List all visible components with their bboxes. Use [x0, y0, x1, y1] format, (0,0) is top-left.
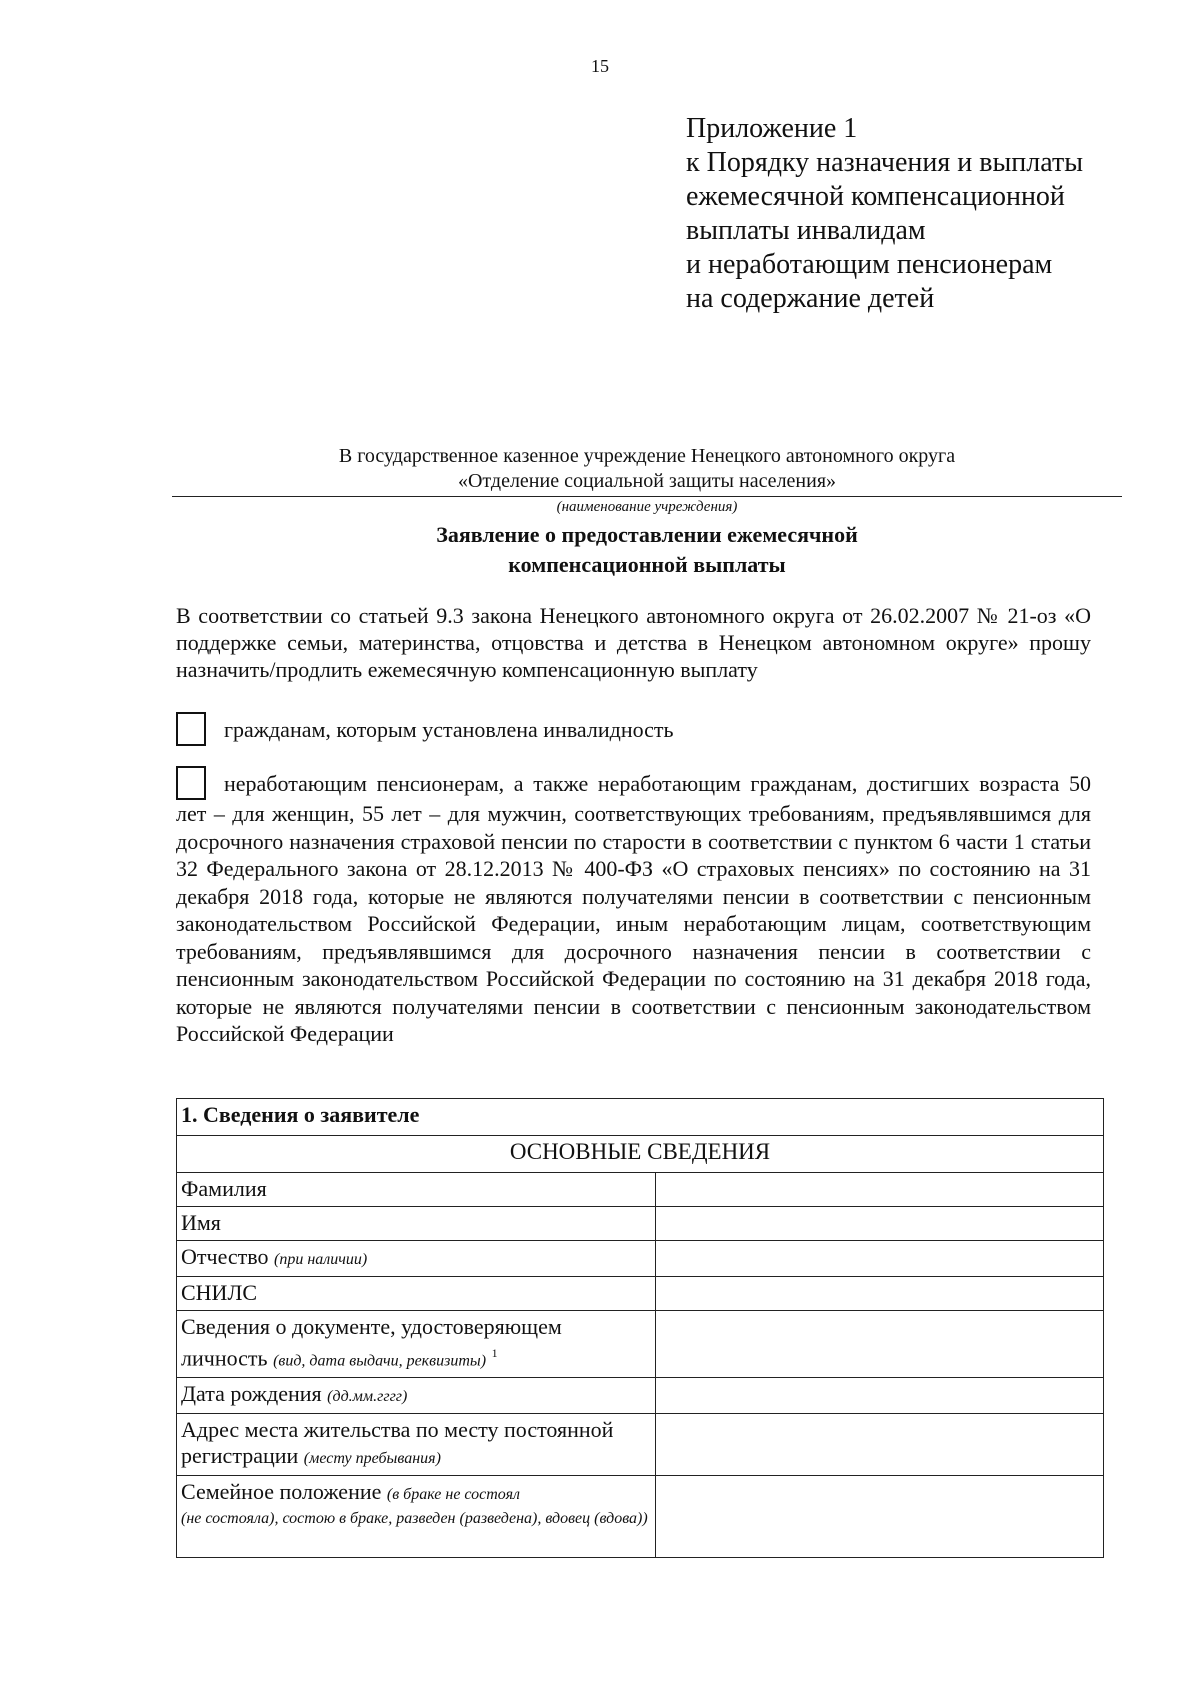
field-input-patronymic[interactable] [655, 1241, 1103, 1277]
addressee-underline [172, 496, 1122, 497]
checkbox-disability[interactable] [176, 712, 206, 746]
field-label-text: Имя [181, 1210, 221, 1235]
footnote-marker: 1 [491, 1346, 498, 1360]
field-hint: (при наличии) [274, 1251, 368, 1268]
field-hint: (не состояла), состою в браке, разведен (разведена), вдовец (вдова)) [181, 1510, 648, 1528]
intro-paragraph: В соответствии со статьей 9.3 закона Ненецкого автономного округа от 26.02.2007 № 21-оз «О поддержке семьи, материнства, отцовства и детства в Ненецком автономном округе» прошу назначить/продлить ежемесячную компенсационную выплату [176, 603, 1091, 682]
table-row [177, 1277, 1104, 1311]
appendix-line: на содержание детей [686, 283, 935, 314]
field-label-text: Семейное положение [181, 1479, 382, 1505]
applicant-form-table [176, 1098, 1104, 1558]
field-label-text: Дата рождения [181, 1381, 322, 1407]
field-input-name[interactable] [655, 1207, 1103, 1241]
field-input-address[interactable] [655, 1414, 1103, 1476]
field-hint: (дд.мм.гггг) [327, 1388, 408, 1406]
field-label-text: Отчество [181, 1244, 269, 1269]
document-title-line-2: компенсационной выплаты [508, 552, 786, 577]
field-label-patronymic [177, 1241, 656, 1277]
field-label-text: Адрес места жительства по месту постоянной регистрации [181, 1417, 614, 1469]
field-input-snils[interactable] [655, 1277, 1103, 1311]
field-label-text: СНИЛС [181, 1280, 258, 1305]
option-disability [176, 712, 1091, 746]
section-row [177, 1099, 1104, 1136]
addressee [172, 444, 1122, 494]
field-input-surname[interactable] [655, 1173, 1103, 1207]
field-input-birth-date[interactable] [655, 1378, 1103, 1414]
table-row [177, 1311, 1104, 1378]
option-pensioners-text: неработающим пенсионерам, а также неработающим гражданам, достигших возраста 50 лет – для женщин, 55 лет – для мужчин, соответствующих требованиям, предъявлявшимся для досрочного назначения страховой пенсии по старости в соответствии с пунктом 6 части 1 статьи 32 Федерального закона от 28.12.2013 № 400-ФЗ «О страховых пенсиях» по состоянию на 31 декабря 2018 года, которые не являются получателями пенсии в соответствии с пенсионным законодательством Российской Федерации, иным неработающим лицам, соответствующим требованиям, предъявлявшимся для досрочного назначения пенсии в соответствии с пенсионным законодательством Российской Федерации по состоянию на 31 декабря 2018 года, которые не являются получателями пенсии в соответствии с пенсионным законодательством Российской Федерации [176, 771, 1091, 1046]
table-row [177, 1476, 1104, 1558]
table-row [177, 1173, 1104, 1207]
field-label-surname [177, 1173, 656, 1207]
appendix-line: и неработающим пенсионерам [686, 249, 1053, 280]
field-label-text: Фамилия [181, 1176, 267, 1201]
appendix-line: к Порядку назначения и выплаты [686, 147, 1084, 178]
document-title-line-1: Заявление о предоставлении ежемесячной [436, 522, 858, 547]
field-input-marital-status[interactable] [655, 1476, 1103, 1558]
addressee-caption: (наименование учреждения) [556, 499, 738, 515]
table-row [177, 1414, 1104, 1476]
appendix-heading [686, 112, 1156, 316]
option-disability-text: гражданам, которым установлена инвалидность [224, 717, 674, 742]
addressee-line-2: «Отделение социальной защиты населения» [457, 470, 837, 492]
option-pensioners [176, 766, 1091, 1048]
field-label-text: Сведения о документе, удостоверяющем личность [181, 1314, 562, 1371]
field-label-name [177, 1207, 656, 1241]
appendix-line: Приложение 1 [686, 113, 858, 144]
field-label-birth-date [177, 1378, 656, 1414]
field-label-snils [177, 1277, 656, 1311]
field-label-marital-status [177, 1476, 656, 1558]
document-title [172, 520, 1122, 580]
table-row [177, 1378, 1104, 1414]
section-subheader: ОСНОВНЫЕ СВЕДЕНИЯ [177, 1136, 1104, 1173]
page-number: 15 [591, 56, 609, 76]
section-title: 1. Сведения о заявителе [177, 1099, 1104, 1136]
addressee-line-1: В государственное казенное учреждение Ненецкого автономного округа [338, 445, 956, 467]
field-input-id-document[interactable] [655, 1311, 1103, 1378]
checkbox-pensioners[interactable] [176, 766, 206, 800]
field-hint: (в браке не состоял [386, 1486, 520, 1504]
field-label-address [177, 1414, 656, 1476]
field-hint: (месту пребывания) [303, 1450, 441, 1468]
subheader-row [177, 1136, 1104, 1173]
field-label-id-document [177, 1311, 656, 1378]
table-row [177, 1241, 1104, 1277]
table-row [177, 1207, 1104, 1241]
field-hint: (вид, дата выдачи, реквизиты) [273, 1352, 487, 1370]
appendix-line: выплаты инвалидам [686, 215, 926, 246]
appendix-line: ежемесячной компенсационной [686, 181, 1065, 212]
